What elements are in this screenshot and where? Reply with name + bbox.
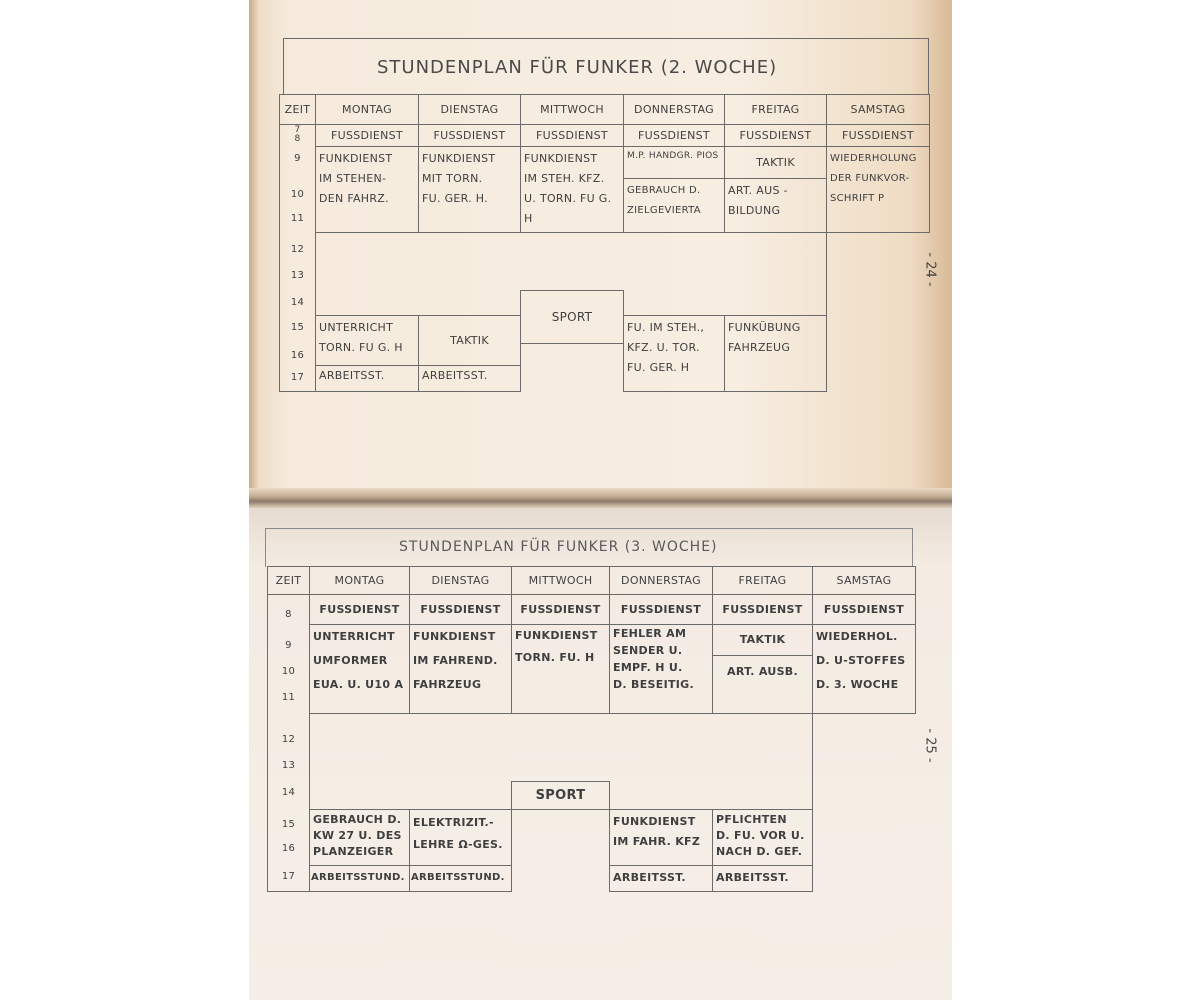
- time-16: 16: [280, 344, 316, 366]
- time-10: 10: [281, 666, 296, 677]
- empty-cell: [521, 344, 624, 366]
- time-15-16: [268, 809, 310, 865]
- col-header-freitag: FREITAG: [725, 95, 827, 125]
- empty-sam-afternoon: [827, 233, 930, 291]
- cell-die-afternoon: ELEKTRIZIT.- LEHRE Ω-GES.: [410, 809, 512, 865]
- col-header-dienstag: DIENSTAG: [410, 567, 512, 595]
- time-11: 11: [281, 692, 296, 703]
- time-14: 14: [268, 781, 310, 809]
- cell-fre-morning-b: ART. AUS - BILDUNG: [725, 179, 827, 233]
- gap-mon-die-14: [316, 291, 521, 316]
- time-17: 17: [268, 865, 310, 891]
- row-9: [280, 147, 930, 179]
- cell-mit-sport: SPORT: [521, 291, 624, 344]
- col-header-dienstag: DIENSTAG: [419, 95, 521, 125]
- empty-cell: [813, 809, 916, 865]
- cell-mon-17: ARBEITSST.: [316, 366, 419, 392]
- time-7-8: 7 8: [280, 125, 316, 147]
- cell-mit-morning: FUNKDIENST IM STEH. KFZ. U. TORN. FU G. H: [521, 147, 624, 233]
- cell-fre-morning-a: TAKTIK: [725, 147, 827, 179]
- timetable-week-3: [267, 566, 916, 892]
- time-15: 15: [281, 819, 296, 830]
- empty-cell: [813, 781, 916, 809]
- time-12: 12: [281, 734, 296, 745]
- page-24: [249, 0, 952, 497]
- cell-don-fuss: FUSSDIENST: [624, 125, 725, 147]
- cell-fre-17: ARBEITSST.: [713, 865, 813, 891]
- time-12-13: [268, 713, 310, 781]
- time-10-11: [268, 655, 310, 713]
- empty-cell: [813, 713, 916, 781]
- empty-cell: [827, 291, 930, 316]
- page-number: - 24 -: [922, 252, 938, 287]
- time-14: 14: [280, 291, 316, 316]
- time-12: 12: [290, 243, 305, 255]
- lunch-break: [316, 233, 827, 291]
- col-header-donnerstag: DONNERSTAG: [624, 95, 725, 125]
- cell-don-afternoon: FUNKDIENST IM FAHR. KFZ: [610, 809, 713, 865]
- cell-die-fuss: FUSSDIENST: [410, 595, 512, 625]
- cell-fre-morning-b: ART. AUSB.: [713, 655, 813, 713]
- cell-mon-morning: UNTERRICHT UMFORMER EUA. U. U10 A: [310, 624, 410, 713]
- time-9: 9: [268, 624, 310, 655]
- cell-die-17: ARBEITSST.: [419, 366, 521, 392]
- cell-sam-morning: WIEDERHOLUNG DER FUNKVOR- SCHRIFT P: [827, 147, 930, 233]
- cell-fre-fuss: FUSSDIENST: [725, 125, 827, 147]
- empty-cell: [512, 865, 610, 891]
- empty-cell: [827, 344, 930, 366]
- cell-sam-fuss: FUSSDIENST: [827, 125, 930, 147]
- cell-mon-afternoon: UNTERRICHT TORN. FU G. H: [316, 316, 419, 366]
- cell-mit-morning: FUNKDIENST TORN. FU. H: [512, 624, 610, 713]
- cell-don-17: ARBEITSST.: [610, 865, 713, 891]
- cell-mon-fuss: FUSSDIENST: [310, 595, 410, 625]
- time-12-13: [280, 233, 316, 291]
- col-header-freitag: FREITAG: [713, 567, 813, 595]
- row-14: [268, 781, 916, 809]
- col-header-mittwoch: MITTWOCH: [512, 567, 610, 595]
- gap-don-fre-14: [624, 291, 827, 316]
- col-header-samstag: SAMSTAG: [827, 95, 930, 125]
- page-25: [249, 508, 952, 1000]
- row-12-13: [280, 233, 930, 291]
- cell-die-fuss: FUSSDIENST: [419, 125, 521, 147]
- row-17: [268, 865, 916, 891]
- time-10-11: [280, 179, 316, 233]
- col-header-montag: MONTAG: [310, 567, 410, 595]
- row-9: [268, 624, 916, 655]
- row-17: [280, 366, 930, 392]
- gap-mit-15: [512, 809, 610, 865]
- row-14: [280, 291, 930, 316]
- empty-cell: [521, 366, 624, 392]
- cell-mon-17: ARBEITSSTUND.: [310, 865, 410, 891]
- empty-cell: [813, 865, 916, 891]
- page-title: STUNDENPLAN FÜR FUNKER (2. WOCHE): [377, 57, 778, 78]
- cell-fre-afternoon: FUNKÜBUNG FAHRZEUG: [725, 316, 827, 392]
- cell-don-morning: FEHLER AM SENDER U. EMPF. H U. D. BESEITIG.: [610, 624, 713, 713]
- cell-sam-fuss: FUSSDIENST: [813, 595, 916, 625]
- lunch-break: [310, 713, 813, 781]
- time-13: 13: [281, 760, 296, 771]
- cell-don-fuss: FUSSDIENST: [610, 595, 713, 625]
- cell-die-morning: FUNKDIENST MIT TORN. FU. GER. H.: [419, 147, 521, 233]
- cell-fre-afternoon: PFLICHTEN D. FU. VOR U. NACH D. GEF.: [713, 809, 813, 865]
- gap-mon-die-14: [310, 781, 512, 809]
- cell-sam-morning: WIEDERHOL. D. U-STOFFES D. 3. WOCHE: [813, 624, 916, 713]
- time-11: 11: [290, 212, 305, 224]
- empty-cell: [827, 316, 930, 344]
- cell-fre-fuss: FUSSDIENST: [713, 595, 813, 625]
- row-fussdienst: [268, 595, 916, 625]
- page-title: STUNDENPLAN FÜR FUNKER (3. WOCHE): [399, 539, 718, 555]
- cell-mit-fuss: FUSSDIENST: [521, 125, 624, 147]
- header-row: [280, 95, 930, 125]
- page-number: - 25 -: [922, 728, 938, 763]
- time-17: 17: [280, 366, 316, 392]
- row-12-13: [268, 713, 916, 781]
- time-9: 9: [280, 147, 316, 179]
- row-15-16: [268, 809, 916, 865]
- col-header-donnerstag: DONNERSTAG: [610, 567, 713, 595]
- header-row: [268, 567, 916, 595]
- time-15: 15: [280, 316, 316, 344]
- cell-don-morning-a: M.P. HANDGR. PIOS: [624, 147, 725, 179]
- col-header-mittwoch: MITTWOCH: [521, 95, 624, 125]
- time-10: 10: [290, 188, 305, 200]
- col-header-zeit: ZEIT: [268, 567, 310, 595]
- timetable-week-2: [279, 94, 930, 392]
- cell-die-morning: FUNKDIENST IM FAHREND. FAHRZEUG: [410, 624, 512, 713]
- col-header-samstag: SAMSTAG: [813, 567, 916, 595]
- col-header-montag: MONTAG: [316, 95, 419, 125]
- time-13: 13: [290, 269, 305, 281]
- cell-don-morning-b: GEBRAUCH D. ZIELGEVIERTA: [624, 179, 725, 233]
- cell-mon-afternoon: GEBRAUCH D. KW 27 U. DES PLANZEIGER: [310, 809, 410, 865]
- gap-don-fre-14: [610, 781, 813, 809]
- time-16: 16: [281, 843, 296, 854]
- cell-don-afternoon: FU. IM STEH., KFZ. U. TOR. FU. GER. H: [624, 316, 725, 392]
- empty-cell: [827, 366, 930, 392]
- cell-mit-sport: SPORT: [512, 781, 610, 809]
- cell-die-afternoon: TAKTIK: [419, 316, 521, 366]
- cell-fre-morning-a: TAKTIK: [713, 624, 813, 655]
- open-book: [249, 0, 952, 1000]
- row-fussdienst: [280, 125, 930, 147]
- cell-mon-morning: FUNKDIENST IM STEHEN- DEN FAHRZ.: [316, 147, 419, 233]
- cell-mon-fuss: FUSSDIENST: [316, 125, 419, 147]
- col-header-zeit: ZEIT: [280, 95, 316, 125]
- cell-mit-fuss: FUSSDIENST: [512, 595, 610, 625]
- time-8: 8: [268, 595, 310, 625]
- cell-die-17: ARBEITSSTUND.: [410, 865, 512, 891]
